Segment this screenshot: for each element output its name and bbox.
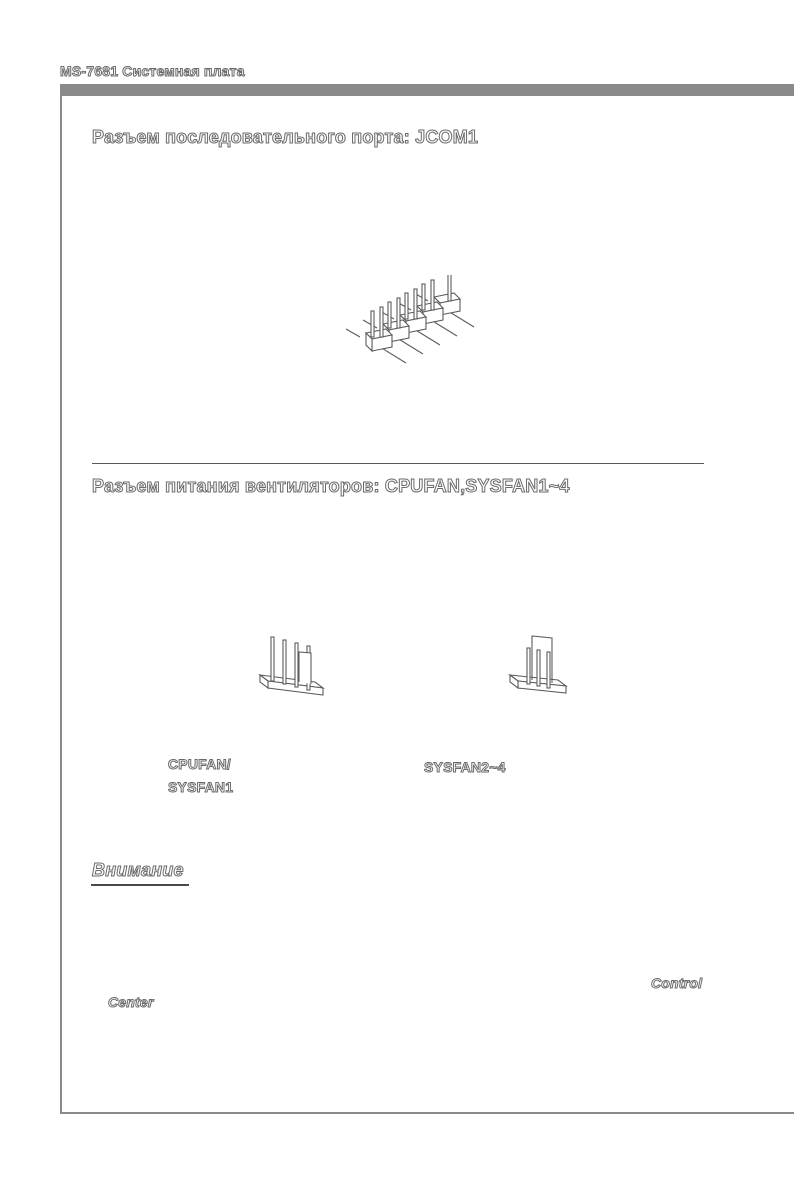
sysfan-label: SYSFAN2~4 xyxy=(424,759,506,775)
jcom-pin xyxy=(431,280,434,310)
jcom-pin xyxy=(422,284,425,310)
center-word: Center xyxy=(108,994,154,1010)
cpufan-pin xyxy=(295,643,298,687)
cpufan-lead-line xyxy=(223,690,280,714)
cpufan-lead-line xyxy=(213,688,268,708)
jcom-lead-line xyxy=(414,329,440,345)
jcom-lead-line xyxy=(380,347,406,363)
jcom-pin xyxy=(448,275,451,301)
sysfan-pin xyxy=(537,650,540,686)
jcom-lead-line xyxy=(363,320,377,328)
jcom-pin xyxy=(371,311,374,337)
control-word: Control xyxy=(651,975,703,991)
cpufan-lead-line xyxy=(233,692,292,720)
sysfan-lead-line xyxy=(494,692,542,712)
sysfan-pin xyxy=(547,652,550,688)
left-border-rule xyxy=(60,96,62,1114)
cpufan-label-line2: SYSFAN1 xyxy=(168,779,234,795)
jcom-lead-line xyxy=(397,338,423,354)
fan-connector-heading: Разъем питания вентиляторов: CPUFAN,SYSFAN1~4 xyxy=(92,476,570,496)
cpufan-pin xyxy=(271,637,274,681)
jcom-pin xyxy=(405,293,408,319)
cpufan-pin xyxy=(283,640,286,684)
sysfan-lead-line xyxy=(474,688,522,702)
sysfan-pin xyxy=(527,648,530,684)
jcom-lead-line xyxy=(448,311,474,327)
jcom-lead-line xyxy=(346,329,360,337)
jcom-pin xyxy=(388,302,391,328)
section-divider xyxy=(92,463,704,464)
sysfan-connector-illustration xyxy=(470,630,580,730)
header-bar xyxy=(60,84,794,96)
sysfan-lead-line xyxy=(484,690,532,707)
cpufan-latch xyxy=(299,652,311,684)
jcom-lead-line xyxy=(431,320,457,336)
jcom-pin xyxy=(380,307,383,337)
bottom-border-rule xyxy=(60,1112,794,1114)
serial-port-heading: Разъем последовательного порта: JCOM1 xyxy=(92,127,479,147)
cpufan-label-line1: CPUFAN/ xyxy=(168,756,231,772)
attention-underline xyxy=(91,884,189,886)
cpufan-lead-line xyxy=(243,694,304,726)
attention-heading: Внимание xyxy=(92,860,184,880)
cpufan-connector-illustration xyxy=(205,630,335,745)
jcom1-connector-illustration xyxy=(340,275,480,375)
page-header-title: MS-7681 Системная плата xyxy=(60,63,245,79)
jcom-pin xyxy=(397,298,400,328)
jcom-pin xyxy=(414,289,417,319)
